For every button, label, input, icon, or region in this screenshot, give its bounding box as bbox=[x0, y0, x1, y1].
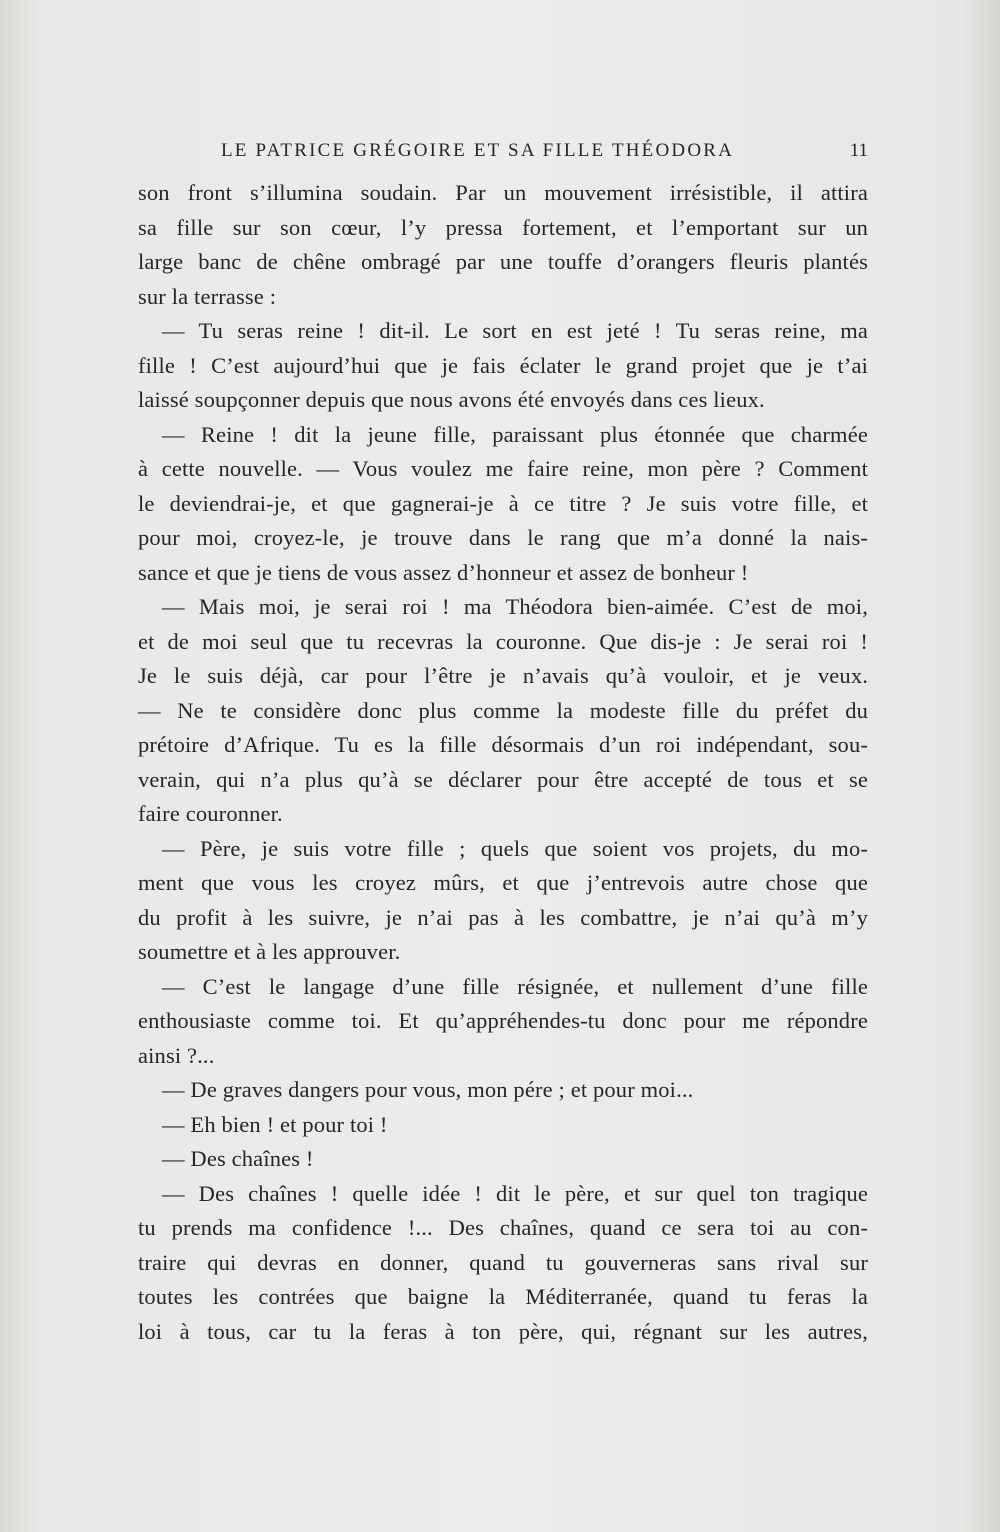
text-line: enthousiaste comme toi. Et qu’appréhendes-tu donc pour me répondre bbox=[138, 1008, 868, 1033]
text-line: — C’est le langage d’une fille résignée, et nullement d’une fille bbox=[162, 973, 868, 999]
text-line: et de moi seul que tu recevras la couronne. Que dis-je : Je serai roi ! bbox=[138, 628, 868, 654]
text-line: sa fille sur son cœur, l’y pressa fortement, et l’emportant sur un bbox=[138, 214, 868, 240]
text-line: son front s’illumina soudain. Par un mouvement irrésistible, il attira bbox=[138, 180, 868, 205]
text-line: — Des chaînes ! bbox=[162, 1146, 314, 1171]
page-number: 11 bbox=[849, 140, 868, 161]
text-line: tu prends ma confidence !... Des chaînes, quand ce sera toi au con- bbox=[138, 1215, 868, 1240]
text-line: traire qui devras en donner, quand tu gouverneras sans rival sur bbox=[138, 1249, 868, 1275]
running-head-title: LE PATRICE GRÉGOIRE ET SA FILLE THÉODORA bbox=[221, 140, 735, 161]
text-line: — Mais moi, je serai roi ! ma Théodora bien-aimée. C’est de moi, bbox=[162, 594, 868, 619]
text-line: sance et que je tiens de vous assez d’honneur et assez de bonheur ! bbox=[138, 559, 749, 585]
text-line: à cette nouvelle. — Vous voulez me faire reine, mon père ? Comment bbox=[138, 456, 868, 481]
text-line: faire couronner. bbox=[138, 801, 283, 826]
text-line: — Reine ! dit la jeune fille, paraissant plus étonnée que charmée bbox=[162, 421, 868, 447]
text-line: — Des chaînes ! quelle idée ! dit le père, et sur quel ton tragique bbox=[162, 1180, 868, 1206]
text-line: soumettre et à les approuver. bbox=[138, 939, 401, 964]
text-line: large banc de chêne ombragé par une touffe d’orangers fleuris plantés bbox=[138, 249, 868, 274]
text-line: le deviendrai-je, et que gagnerai-je à ce titre ? Je suis votre fille, et bbox=[138, 490, 868, 516]
text-line: pour moi, croyez-le, je trouve dans le rang que m’a donné la nais- bbox=[138, 525, 868, 550]
text-line: — Tu seras reine ! dit-il. Le sort en est jeté ! Tu seras reine, ma bbox=[162, 318, 868, 343]
text-line: — De graves dangers pour vous, mon pére ; et pour moi... bbox=[162, 1077, 694, 1102]
text-line: — Père, je suis votre fille ; quels que soient vos projets, du mo- bbox=[162, 835, 868, 861]
text-line: sur la terrasse : bbox=[138, 283, 277, 309]
text-line: ment que vous les croyez mûrs, et que j’entrevois autre chose que bbox=[138, 870, 868, 895]
text-line: fille ! C’est aujourd’hui que je fais éclater le grand projet que je t’ai bbox=[138, 352, 868, 378]
text-line: verain, qui n’a plus qu’à se déclarer pour être accepté de tous et se bbox=[138, 766, 868, 792]
text-line: prétoire d’Afrique. Tu es la fille désormais d’un roi indépendant, sou- bbox=[138, 732, 868, 757]
text-line: Je le suis déjà, car pour l’être je n’avais qu’à vouloir, et je veux. bbox=[138, 663, 868, 688]
body-text bbox=[138, 176, 868, 1349]
text-line: laissé soupçonner depuis que nous avons été envoyés dans ces lieux. bbox=[138, 387, 765, 412]
text-line: ainsi ?... bbox=[138, 1042, 215, 1068]
text-line: toutes les contrées que baigne la Méditerranée, quand tu feras la bbox=[138, 1284, 868, 1309]
text-line: — Ne te considère donc plus comme la modeste fille du préfet du bbox=[138, 697, 868, 723]
running-head bbox=[138, 136, 868, 166]
text-line: du profit à les suivre, je n’ai pas à les combattre, je n’ai qu’à m’y bbox=[138, 904, 868, 930]
text-line: — Eh bien ! et pour toi ! bbox=[162, 1111, 388, 1137]
text-line: loi à tous, car tu la feras à ton père, qui, régnant sur les autres, bbox=[138, 1318, 868, 1344]
